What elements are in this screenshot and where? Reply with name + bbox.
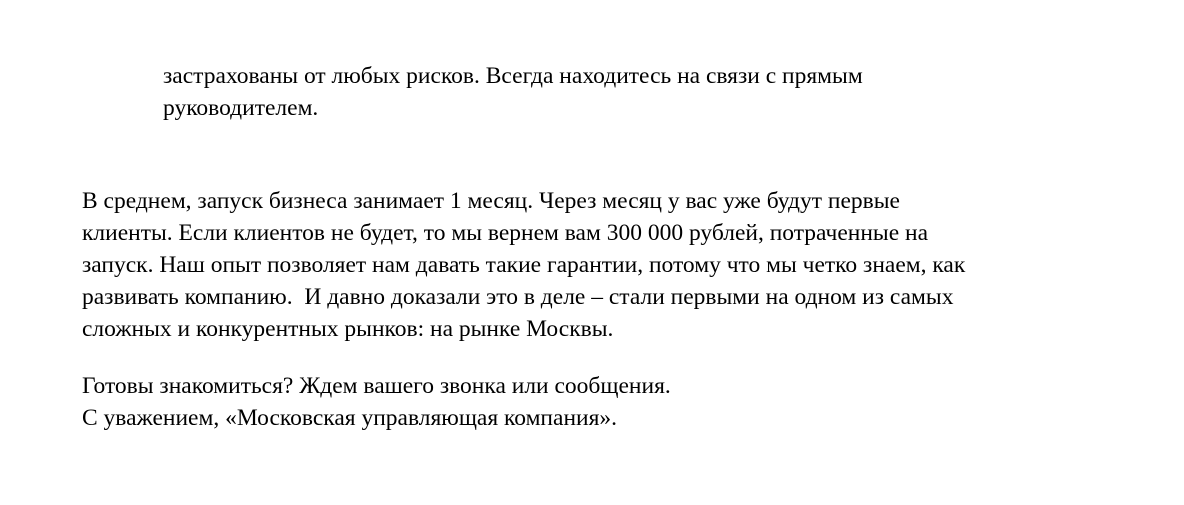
text-line: застрахованы от любых рисков. Всегда находитесь на связи с прямым xyxy=(163,63,863,89)
text-line: руководителем. xyxy=(163,95,319,121)
signature-line: С уважением, «Московская управляющая компания». xyxy=(82,405,618,431)
text-line: развивать компанию. И давно доказали это в деле – стали первыми на одном из самых xyxy=(82,284,954,310)
text-line: запуск. Наш опыт позволяет нам давать такие гарантии, потому что мы четко знаем, как xyxy=(82,252,966,278)
text-line: клиенты. Если клиентов не будет, то мы вернем вам 300 000 рублей, потраченные на xyxy=(82,220,929,246)
text-line: сложных и конкурентных рынков: на рынке Москвы. xyxy=(82,316,614,342)
text-line: Готовы знакомиться? Ждем вашего звонка или сообщения. xyxy=(82,373,671,399)
text-line: В среднем, запуск бизнеса занимает 1 месяц. Через месяц у вас уже будут первые xyxy=(82,188,900,214)
